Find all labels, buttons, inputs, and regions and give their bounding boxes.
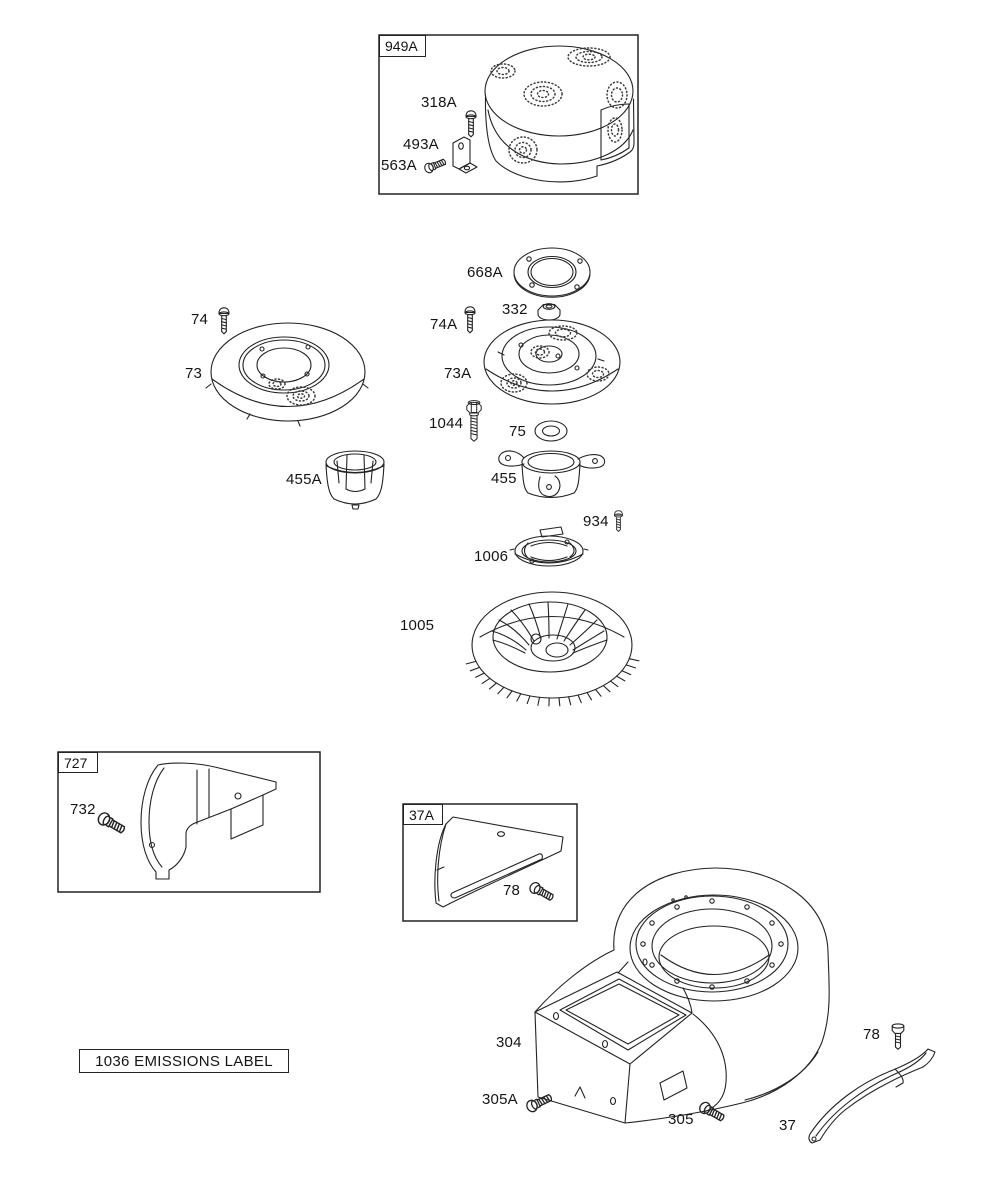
screw-78-right-drawing <box>892 1024 904 1049</box>
part-label-493A: 493A <box>403 136 439 153</box>
part-label-332: 332 <box>502 301 528 318</box>
screw-74A-drawing <box>465 307 475 333</box>
part-label-934: 934 <box>583 513 609 530</box>
cup-455A-drawing <box>326 451 384 509</box>
part-label-74A: 74A <box>430 316 458 333</box>
emissions-label-box: 1036 EMISSIONS LABEL <box>79 1049 289 1073</box>
cover-949A-drawing <box>485 46 634 182</box>
screw-732-drawing <box>96 811 127 836</box>
inset-tag-949A: 949A <box>379 35 426 57</box>
part-label-78-right: 78 <box>863 1026 881 1043</box>
part-label-1006: 1006 <box>474 548 509 565</box>
housing-304-drawing <box>535 868 829 1123</box>
part-label-37: 37 <box>779 1117 797 1134</box>
retainer-1006-drawing <box>510 527 588 566</box>
part-label-455: 455 <box>491 470 517 487</box>
screen-73-drawing <box>206 323 368 426</box>
part-label-563A: 563A <box>381 157 417 174</box>
bracket-493A-drawing <box>453 137 477 173</box>
part-label-73: 73 <box>185 365 203 382</box>
screen-73-speckle-texture <box>269 379 315 405</box>
screw-305A-drawing <box>525 1092 553 1113</box>
screw-563A-drawing <box>423 157 447 174</box>
part-label-732: 732 <box>70 801 96 818</box>
plate-668A-drawing <box>514 248 590 297</box>
deflector-37-drawing <box>809 1049 935 1143</box>
part-label-318A: 318A <box>421 94 457 111</box>
part-label-74: 74 <box>191 311 209 328</box>
baffle-727-drawing <box>141 763 276 879</box>
part-label-305A: 305A <box>482 1091 518 1108</box>
guard-37A-drawing <box>435 817 563 907</box>
cover-speckle-texture <box>491 48 627 163</box>
screw-318A-drawing <box>466 111 476 137</box>
screen-73A-drawing <box>484 320 620 404</box>
part-label-1044: 1044 <box>429 415 464 432</box>
part-label-305: 305 <box>668 1111 694 1128</box>
part-label-78-guard: 78 <box>503 882 521 899</box>
part-label-304: 304 <box>496 1034 522 1051</box>
screw-74-drawing <box>219 308 229 334</box>
part-label-75: 75 <box>509 423 527 440</box>
part-label-1005: 1005 <box>400 617 435 634</box>
part-label-73A: 73A <box>444 365 472 382</box>
bolt-1044-drawing <box>467 401 481 442</box>
inset-tag-37A: 37A <box>403 804 443 825</box>
flywheel-1005-drawing <box>466 592 639 706</box>
inset-tag-727: 727 <box>58 752 98 773</box>
inset-box-727 <box>58 752 320 892</box>
screw-934-drawing <box>615 511 623 532</box>
nut-332-drawing <box>538 304 560 320</box>
part-label-455A: 455A <box>286 471 322 488</box>
part-label-668A: 668A <box>467 264 503 281</box>
washer-75-drawing <box>535 421 567 441</box>
screw-78-guard-drawing <box>528 881 555 903</box>
